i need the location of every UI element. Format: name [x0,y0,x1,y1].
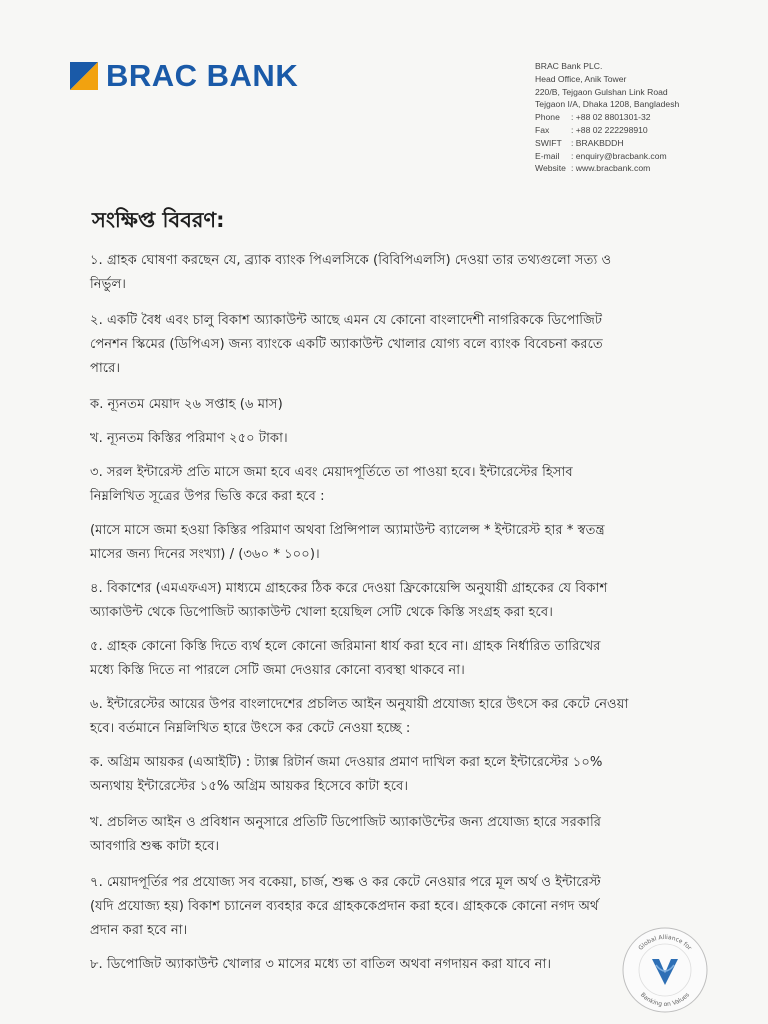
contact-swift [535,137,755,150]
address-line: BRAC Bank PLC. [535,61,603,71]
contact-value: : +88 02 222298910 [571,124,648,135]
contact-label: SWIFT [535,137,562,148]
paragraph-2 [90,309,690,381]
contact-phone [535,111,755,124]
paragraph-line: ৩. সরল ইন্টারেস্ট প্রতি মাসে জমা হবে এবং মেয়াদপূর্তিতে তা পাওয়া হবে। ইন্টারেস্টের হিসাব [90,465,573,480]
paragraph-line: ৮. ডিপোজিট অ্যাকাউন্ট খোলার ৩ মাসের মধ্যে তা বাতিল অথবা নগদায়ন করা যাবে না। [90,957,552,972]
contact-value: : +88 02 8801301-32 [571,112,651,123]
contact-website [535,162,755,175]
paragraph-line: প্রদান করা হবে না। [90,923,188,938]
paragraph-line: (মাসে মাসে জমা হওয়া কিস্তির পরিমাণ অথবা প্রিন্সিপাল অ্যামাউন্ট ব্যালেন্স * ইন্টারেস্ট হার * স্বতন্ত্র [90,523,605,538]
brac-bank-logo [70,60,298,91]
contact-value: : BRAKBDDH [571,137,624,148]
head-office-address [535,60,755,175]
contact-label: Phone [535,112,560,123]
address-line: Head Office, Anik Tower [535,73,627,84]
paragraph-1 [90,249,690,297]
paragraph-line: অ্যাকাউন্ট থেকে ডিপোজিট অ্যাকাউন্ট খোলা হয়েছিল সেটি থেকে কিস্তি সংগ্রহ করা হবে। [90,605,553,620]
paragraph-5 [90,635,690,683]
paragraph-line: নির্ভুল। [90,277,127,292]
paragraph-line: পেনশন স্কিমের (ডিপিএস) জন্য ব্যাংকে একটি অ্যাকাউন্ট খোলার যোগ্য বলে ব্যাংক বিবেচনা করতে [90,337,603,352]
paragraph-6-ka [90,751,690,799]
contact-value: : enquiry@bracbank.com [571,150,667,161]
paragraph-line: ৬. ইন্টারেস্টের আয়ের উপর বাংলাদেশের প্রচলিত আইন অনুযায়ী প্রযোজ্য হারে উৎসে কর কেটে নেওয়া [90,697,629,712]
contact-label: Website [535,163,566,174]
interest-formula [90,519,690,567]
paragraph-line: খ. ন্যূনতম কিস্তির পরিমাণ ২৫০ টাকা। [90,431,288,446]
paragraph-line: নিম্নলিখিত সূত্রের উপর ভিত্তি করে করা হবে : [90,489,325,504]
address-line: Tejgaon I/A, Dhaka 1208, Bangladesh [535,99,680,110]
contact-label: E-mail [535,150,560,161]
paragraph-7 [90,871,690,943]
paragraph-line: খ. প্রচলিত আইন ও প্রবিধান অনুসারে প্রতিটি ডিপোজিট অ্যাকাউন্টের জন্য প্রযোজ্য হারে সরকারি [90,815,601,830]
seal-text-bottom: Banking on Values [638,991,692,1009]
paragraph-line: হবে। বর্তমানে নিম্নলিখিত হারে উৎসে কর কেটে নেওয়া হচ্ছে : [90,721,411,736]
paragraph-line: ৭. মেয়াদপূর্তির পর প্রযোজ্য সব বকেয়া, চার্জ, শুল্ক ও কর কেটে নেওয়ার পরে মূল অর্থ ও ইন্টারেস্ট [90,875,601,890]
brac-bank-logo-icon [70,62,98,90]
paragraph-line: মাসের জন্য দিনের সংখ্যা) / (৩৬০ * ১০০)। [90,547,320,562]
contact-value: : www.bracbank.com [571,163,651,174]
paragraph-6 [90,693,690,741]
gabv-seal [620,925,710,1015]
paragraph-line: (যদি প্রযোজ্য হয়) বিকাশ চ্যানেল ব্যবহার করে গ্রাহককেপ্রদান করা হবে। গ্রাহককে কোনো নগদ অর্থ [90,899,599,914]
paragraph-line: অন্যথায় ইন্টারেস্টের ১৫% অগ্রিম আয়কর হিসেবে কাটা হবে। [90,779,409,794]
paragraph-6-kha [90,811,690,859]
paragraph-3 [90,461,690,509]
paragraph-line: ১. গ্রাহক ঘোষণা করছেন যে, ব্র্যাক ব্যাংক পিএলসিকে (বিবিপিএলসি) দেওয়া তার তথ্যগুলো সত্য ও [90,253,612,268]
document-title: সংক্ষিপ্ত বিবরণ: [92,208,225,232]
paragraph-8 [90,953,690,977]
paragraph-line: আবগারি শুল্ক কাটা হবে। [90,839,220,854]
paragraph-line: ক. ন্যূনতম মেয়াদ ২৬ সপ্তাহ (৬ মাস) [90,397,283,412]
paragraph-line: ক. অগ্রিম আয়কর (এআইটি) : ট্যাক্স রিটার্ন জমা দেওয়ার প্রমাণ দাখিল করা হলে ইন্টারেস্টের ১০% [90,755,603,770]
document-body [90,249,690,977]
paragraph-line: মধ্যে কিস্তি দিতে না পারলে সেটি জমা দেওয়ার কোনো ব্যবস্থা থাকবে না। [90,663,465,678]
address-line: 220/B, Tejgaon Gulshan Link Road [535,86,668,97]
contact-email [535,150,755,163]
paragraph-2-kha [90,427,690,451]
paragraph-line: পারে। [90,361,121,376]
paragraph-2-ka [90,393,690,417]
seal-text-top: Global Alliance for [637,933,693,952]
paragraph-line: ২. একটি বৈধ এবং চালু বিকাশ অ্যাকাউন্ট আছে এমন যে কোনো বাংলাদেশী নাগরিককে ডিপোজিট [90,313,603,328]
logo-text: BRAC BANK [106,58,299,93]
paragraph-line: ৫. গ্রাহক কোনো কিস্তি দিতে ব্যর্থ হলে কোনো জরিমানা ধার্য করা হবে না। গ্রাহক নির্ধারিত তারিখের [90,639,601,654]
contact-label: Fax [535,124,550,135]
contact-fax [535,124,755,137]
paragraph-line: ৪. বিকাশের (এমএফএস) মাধ্যমে গ্রাহকের ঠিক করে দেওয়া ফ্রিকোয়েন্সি অনুযায়ী গ্রাহকের যে বিকাশ [90,581,608,596]
paragraph-4 [90,577,690,625]
